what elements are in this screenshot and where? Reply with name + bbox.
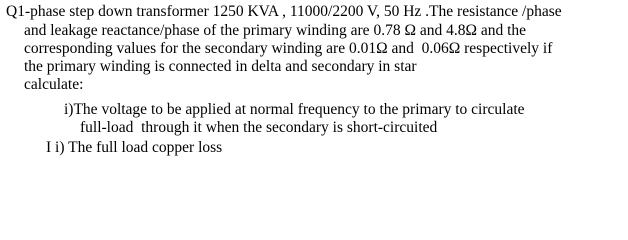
part-ii-line: I i) The full load copper loss [46, 139, 223, 156]
question-line-3: corresponding values for the secondary winding are 0.01Ω and 0.06Ω respectively if [24, 40, 553, 57]
question-line-2: and leakage reactance/phase of the primary winding are 0.78 Ω and 4.8Ω and the [24, 22, 527, 39]
part-i-line-1: i)The voltage to be applied at normal frequency to the primary to circulate [64, 101, 525, 118]
part-i-line-2: full-load through it when the secondary is short-circuited [80, 119, 438, 136]
question-line-4: the primary winding is connected in delta and secondary in star [24, 58, 417, 75]
question-line-1: Q1-phase step down transformer 1250 KVA , 11000/2200 V, 50 Hz .The resistance /phase [6, 3, 562, 20]
question-line-calculate: calculate: [24, 76, 84, 93]
